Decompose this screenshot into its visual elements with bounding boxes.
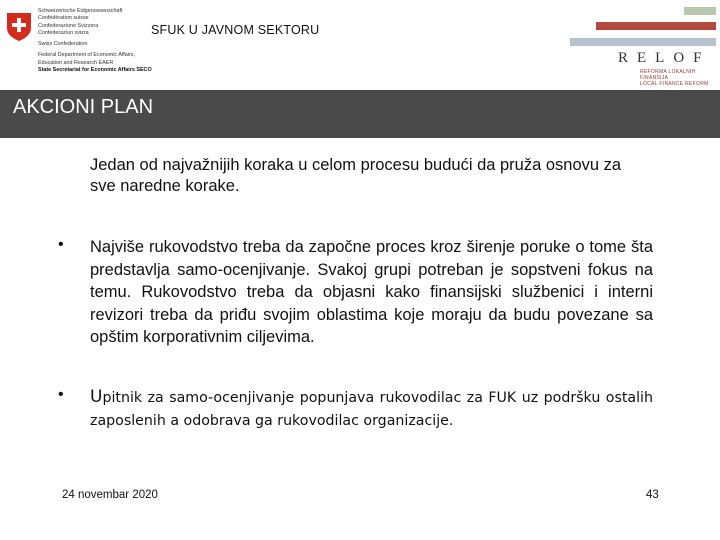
swiss-line-1: Schweizerische Eidgenossenschaft: [38, 8, 123, 14]
swiss-logo-text: [38, 8, 152, 74]
swiss-line-3: Confederazione Svizzera: [38, 22, 99, 29]
bullet-marker: •: [58, 386, 64, 403]
seco-label: State Secretariat for Economic Affairs SECO: [38, 67, 152, 74]
bullet-2-rest: pitnik za samo-ocenjivanje popunjava rukovodilac za FUK uz podršku ostalih zaposlenih a odobrava ga rukovodilac organizacije.: [90, 390, 653, 429]
swiss-line-4: Confederaziun svizra: [38, 29, 89, 36]
swiss-confederation-label: Swiss Confederation: [38, 41, 88, 48]
bullet-2-first-letter: U: [90, 387, 103, 407]
relof-bar-green: [684, 7, 716, 15]
header-title: SFUK U JAVNOM SEKTORU: [151, 23, 320, 37]
relof-wordmark: RELOF: [618, 50, 711, 66]
relof-subtitle: [640, 69, 716, 87]
relof-subtitle-line-1: REFORMA LOKALNIH FINANSIJA: [640, 69, 696, 81]
dept-line-2: Education and Research EAER: [38, 59, 114, 66]
slide-title: AKCIONI PLAN: [13, 96, 154, 118]
dept-line-1: Federal Department of Economic Affairs,: [38, 52, 135, 59]
relof-bar-blue: [570, 38, 716, 46]
relof-subtitle-line-2: LOCAL FINANCE REFORM: [640, 81, 709, 87]
swiss-confederation-logo: [6, 6, 156, 80]
footer-date: 24 novembar 2020: [62, 489, 158, 501]
relof-logo: [566, 6, 716, 87]
page-number: 43: [646, 489, 659, 501]
bullet-marker: •: [58, 236, 64, 253]
swiss-shield-icon: [6, 12, 32, 42]
swiss-line-2: Confédération suisse: [38, 15, 89, 22]
bullet-text-1: Najviše rukovodstvo treba da započne proces kroz širenje poruke o tome šta predstavlja samo-ocenjivanje. Svakoj grupi potreban je sopstveni fokus na temu. Rukovodstvo treba da objasni kako finansijski službenici i interni revizori treba da priđu svojim oblastima koje moraju da budu povezane sa opštim korporativnim ciljevima.: [90, 238, 653, 346]
bullet-text-2: [90, 386, 653, 433]
intro-paragraph: Jedan od najvažnijih koraka u celom procesu budući da pruža osnovu za sve naredne korake.: [90, 156, 622, 195]
relof-bar-red: [596, 22, 716, 30]
